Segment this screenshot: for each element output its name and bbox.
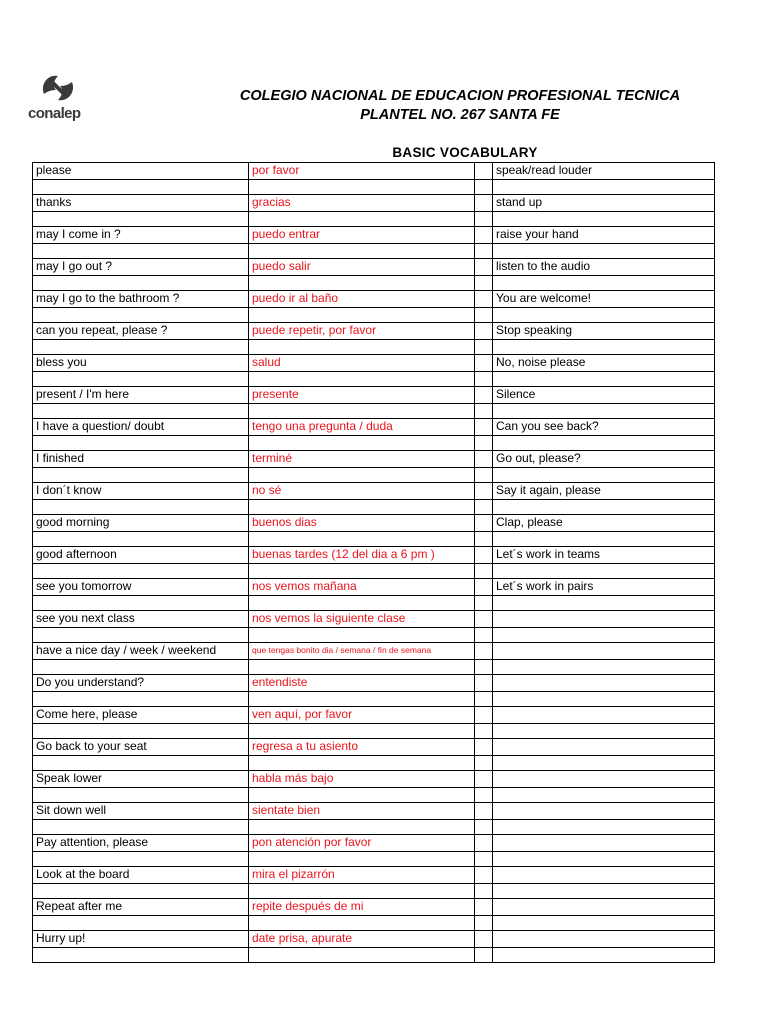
blank-cell xyxy=(475,276,493,291)
spanish-translation: presente xyxy=(249,387,475,404)
blank-cell xyxy=(493,756,715,771)
blank-cell xyxy=(493,212,715,227)
campus-title: PLANTEL NO. 267 SANTA FE xyxy=(360,107,560,123)
spacer-row xyxy=(33,852,715,867)
spacer-row xyxy=(33,724,715,739)
blank-cell xyxy=(33,916,249,931)
classroom-phrase: speak/read louder xyxy=(493,163,715,180)
blank-cell xyxy=(249,724,475,739)
spacer-row xyxy=(33,692,715,707)
english-phrase: Sit down well xyxy=(33,803,249,820)
spanish-translation: date prisa, apurate xyxy=(249,931,475,948)
classroom-phrase: raise your hand xyxy=(493,227,715,244)
blank-cell xyxy=(475,916,493,931)
blank-cell xyxy=(475,628,493,643)
classroom-phrase: Clap, please xyxy=(493,515,715,532)
blank-cell xyxy=(475,564,493,579)
blank-cell xyxy=(493,340,715,355)
table-row xyxy=(33,931,715,948)
blank-cell xyxy=(475,180,493,195)
spacer-row xyxy=(33,276,715,291)
blank-cell xyxy=(493,372,715,387)
spanish-translation: tengo una pregunta / duda xyxy=(249,419,475,436)
spanish-translation: regresa a tu asiento xyxy=(249,739,475,756)
blank-cell xyxy=(493,820,715,835)
blank-cell xyxy=(475,323,493,340)
english-phrase: can you repeat, please ? xyxy=(33,323,249,340)
table-row xyxy=(33,579,715,596)
blank-cell xyxy=(249,372,475,387)
english-phrase: Speak lower xyxy=(33,771,249,788)
blank-cell xyxy=(475,436,493,451)
spacer-row xyxy=(33,564,715,579)
blank-cell xyxy=(475,579,493,596)
blank-cell xyxy=(33,788,249,803)
spanish-translation: que tengas bonito dia / semana / fin de semana xyxy=(249,643,475,660)
blank-cell xyxy=(249,916,475,931)
blank-cell xyxy=(475,404,493,419)
spanish-translation: pon atención por favor xyxy=(249,835,475,852)
english-phrase: thanks xyxy=(33,195,249,212)
table-row xyxy=(33,227,715,244)
table-row xyxy=(33,611,715,628)
blank-cell xyxy=(33,404,249,419)
blank-cell xyxy=(493,532,715,547)
table-row xyxy=(33,675,715,692)
classroom-phrase xyxy=(493,739,715,756)
blank-cell xyxy=(33,180,249,195)
blank-cell xyxy=(475,884,493,899)
table-row xyxy=(33,163,715,180)
classroom-phrase xyxy=(493,931,715,948)
blank-cell xyxy=(249,500,475,515)
english-phrase: good afternoon xyxy=(33,547,249,564)
spacer-row xyxy=(33,788,715,803)
spanish-translation: puede repetir, por favor xyxy=(249,323,475,340)
classroom-phrase: You are welcome! xyxy=(493,291,715,308)
blank-cell xyxy=(475,867,493,884)
spacer-row xyxy=(33,404,715,419)
spanish-translation: nos vemos la siguiente clase xyxy=(249,611,475,628)
conalep-logo xyxy=(28,72,88,128)
classroom-phrase: Let´s work in pairs xyxy=(493,579,715,596)
blank-cell xyxy=(475,788,493,803)
spacer-row xyxy=(33,436,715,451)
blank-cell xyxy=(33,436,249,451)
blank-cell xyxy=(475,611,493,628)
blank-cell xyxy=(493,436,715,451)
blank-cell xyxy=(493,244,715,259)
table-row xyxy=(33,515,715,532)
blank-cell xyxy=(475,372,493,387)
table-row xyxy=(33,419,715,436)
classroom-phrase: Go out, please? xyxy=(493,451,715,468)
blank-cell xyxy=(475,596,493,611)
classroom-phrase: Stop speaking xyxy=(493,323,715,340)
blank-cell xyxy=(249,180,475,195)
blank-cell xyxy=(475,227,493,244)
blank-cell xyxy=(33,212,249,227)
blank-cell xyxy=(249,468,475,483)
spacer-row xyxy=(33,372,715,387)
blank-cell xyxy=(493,500,715,515)
classroom-phrase xyxy=(493,675,715,692)
english-phrase: Hurry up! xyxy=(33,931,249,948)
table-row xyxy=(33,867,715,884)
institution-title: COLEGIO NACIONAL DE EDUCACION PROFESIONAL TECNICA xyxy=(239,88,681,104)
blank-cell xyxy=(33,820,249,835)
blank-cell xyxy=(249,596,475,611)
spanish-translation: repite después de mi xyxy=(249,899,475,916)
classroom-phrase xyxy=(493,803,715,820)
table-row xyxy=(33,451,715,468)
spacer-row xyxy=(33,916,715,931)
blank-cell xyxy=(493,564,715,579)
table-row xyxy=(33,195,715,212)
blank-cell xyxy=(33,500,249,515)
blank-cell xyxy=(475,803,493,820)
spanish-translation: buenos dias xyxy=(249,515,475,532)
blank-cell xyxy=(33,308,249,323)
spacer-row xyxy=(33,756,715,771)
blank-cell xyxy=(249,276,475,291)
blank-cell xyxy=(475,340,493,355)
blank-cell xyxy=(33,948,249,963)
spanish-translation: nos vemos mañana xyxy=(249,579,475,596)
blank-cell xyxy=(493,852,715,867)
blank-cell xyxy=(475,355,493,372)
classroom-phrase xyxy=(493,867,715,884)
blank-cell xyxy=(33,884,249,899)
english-phrase: have a nice day / week / weekend xyxy=(33,643,249,660)
blank-cell xyxy=(249,852,475,867)
english-phrase: I finished xyxy=(33,451,249,468)
blank-cell xyxy=(475,547,493,564)
blank-cell xyxy=(475,387,493,404)
spacer-row xyxy=(33,596,715,611)
spanish-translation: ven aquí, por favor xyxy=(249,707,475,724)
blank-cell xyxy=(493,884,715,899)
english-phrase: Repeat after me xyxy=(33,899,249,916)
english-phrase: Come here, please xyxy=(33,707,249,724)
blank-cell xyxy=(33,852,249,867)
blank-cell xyxy=(249,660,475,675)
spanish-translation: puedo ir al baño xyxy=(249,291,475,308)
table-row xyxy=(33,707,715,724)
blank-cell xyxy=(249,756,475,771)
blank-cell xyxy=(33,340,249,355)
blank-cell xyxy=(475,532,493,547)
blank-cell xyxy=(249,244,475,259)
blank-cell xyxy=(475,852,493,867)
blank-cell xyxy=(493,308,715,323)
blank-cell xyxy=(493,180,715,195)
blank-cell xyxy=(493,596,715,611)
blank-cell xyxy=(475,948,493,963)
blank-cell xyxy=(33,692,249,707)
classroom-phrase: stand up xyxy=(493,195,715,212)
blank-cell xyxy=(33,724,249,739)
blank-cell xyxy=(493,276,715,291)
spacer-row xyxy=(33,308,715,323)
spacer-row xyxy=(33,340,715,355)
blank-cell xyxy=(249,628,475,643)
blank-cell xyxy=(475,899,493,916)
blank-cell xyxy=(33,468,249,483)
table-row xyxy=(33,835,715,852)
classroom-phrase xyxy=(493,611,715,628)
table-row xyxy=(33,643,715,660)
blank-cell xyxy=(33,628,249,643)
blank-cell xyxy=(475,451,493,468)
blank-cell xyxy=(475,675,493,692)
blank-cell xyxy=(475,707,493,724)
table-row xyxy=(33,291,715,308)
spanish-translation: terminé xyxy=(249,451,475,468)
classroom-phrase: Silence xyxy=(493,387,715,404)
blank-cell xyxy=(475,724,493,739)
blank-cell xyxy=(475,244,493,259)
blank-cell xyxy=(33,372,249,387)
logo-text: conalep xyxy=(28,105,81,122)
conalep-logo-icon xyxy=(38,72,78,104)
spanish-translation: salud xyxy=(249,355,475,372)
classroom-phrase xyxy=(493,643,715,660)
blank-cell xyxy=(33,532,249,547)
blank-cell xyxy=(33,660,249,675)
english-phrase: present / I'm here xyxy=(33,387,249,404)
english-phrase: Go back to your seat xyxy=(33,739,249,756)
blank-cell xyxy=(475,259,493,276)
table-row xyxy=(33,771,715,788)
classroom-phrase xyxy=(493,771,715,788)
spanish-translation: habla más bajo xyxy=(249,771,475,788)
blank-cell xyxy=(475,212,493,227)
blank-cell xyxy=(493,660,715,675)
spacer-row xyxy=(33,948,715,963)
spanish-translation: no sé xyxy=(249,483,475,500)
blank-cell xyxy=(493,404,715,419)
blank-cell xyxy=(475,820,493,835)
english-phrase: please xyxy=(33,163,249,180)
blank-cell xyxy=(475,291,493,308)
blank-cell xyxy=(249,404,475,419)
classroom-phrase xyxy=(493,835,715,852)
spacer-row xyxy=(33,212,715,227)
blank-cell xyxy=(475,739,493,756)
blank-cell xyxy=(33,756,249,771)
spanish-translation: puedo entrar xyxy=(249,227,475,244)
blank-cell xyxy=(493,468,715,483)
blank-cell xyxy=(493,916,715,931)
table-row xyxy=(33,739,715,756)
blank-cell xyxy=(249,788,475,803)
spacer-row xyxy=(33,532,715,547)
blank-cell xyxy=(475,195,493,212)
blank-cell xyxy=(475,660,493,675)
table-row xyxy=(33,547,715,564)
blank-cell xyxy=(475,483,493,500)
english-phrase: Do you understand? xyxy=(33,675,249,692)
spacer-row xyxy=(33,244,715,259)
blank-cell xyxy=(249,340,475,355)
blank-cell xyxy=(33,276,249,291)
spanish-translation: mira el pizarrón xyxy=(249,867,475,884)
blank-cell xyxy=(493,692,715,707)
table-row xyxy=(33,259,715,276)
blank-cell xyxy=(475,931,493,948)
classroom-phrase: Say it again, please xyxy=(493,483,715,500)
blank-cell xyxy=(475,835,493,852)
table-row xyxy=(33,483,715,500)
table-row xyxy=(33,803,715,820)
blank-cell xyxy=(249,564,475,579)
spanish-translation: buenas tardes (12 del dia a 6 pm ) xyxy=(249,547,475,564)
english-phrase: bless you xyxy=(33,355,249,372)
english-phrase: see you tomorrow xyxy=(33,579,249,596)
spacer-row xyxy=(33,500,715,515)
spacer-row xyxy=(33,820,715,835)
blank-cell xyxy=(249,532,475,547)
table-row xyxy=(33,899,715,916)
english-phrase: may I go to the bathroom ? xyxy=(33,291,249,308)
page-title: BASIC VOCABULARY xyxy=(392,145,538,160)
spanish-translation: puedo salir xyxy=(249,259,475,276)
blank-cell xyxy=(475,500,493,515)
blank-cell xyxy=(475,643,493,660)
spanish-translation: entendiste xyxy=(249,675,475,692)
english-phrase: see you next class xyxy=(33,611,249,628)
blank-cell xyxy=(493,724,715,739)
blank-cell xyxy=(475,308,493,323)
blank-cell xyxy=(493,628,715,643)
blank-cell xyxy=(475,419,493,436)
spacer-row xyxy=(33,884,715,899)
spacer-row xyxy=(33,180,715,195)
blank-cell xyxy=(33,244,249,259)
classroom-phrase: Let´s work in teams xyxy=(493,547,715,564)
blank-cell xyxy=(249,820,475,835)
english-phrase: Look at the board xyxy=(33,867,249,884)
classroom-phrase: Can you see back? xyxy=(493,419,715,436)
english-phrase: may I come in ? xyxy=(33,227,249,244)
classroom-phrase: No, noise please xyxy=(493,355,715,372)
table-row xyxy=(33,323,715,340)
classroom-phrase xyxy=(493,707,715,724)
blank-cell xyxy=(33,596,249,611)
classroom-phrase: listen to the audio xyxy=(493,259,715,276)
spanish-translation: gracias xyxy=(249,195,475,212)
blank-cell xyxy=(249,212,475,227)
blank-cell xyxy=(475,515,493,532)
english-phrase: may I go out ? xyxy=(33,259,249,276)
spanish-translation: por favor xyxy=(249,163,475,180)
blank-cell xyxy=(249,692,475,707)
table-row xyxy=(33,355,715,372)
blank-cell xyxy=(249,948,475,963)
spacer-row xyxy=(33,468,715,483)
english-phrase: I have a question/ doubt xyxy=(33,419,249,436)
vocabulary-table-body xyxy=(33,163,715,963)
blank-cell xyxy=(249,308,475,323)
english-phrase: Pay attention, please xyxy=(33,835,249,852)
classroom-phrase xyxy=(493,899,715,916)
blank-cell xyxy=(475,163,493,180)
blank-cell xyxy=(249,884,475,899)
blank-cell xyxy=(493,948,715,963)
blank-cell xyxy=(493,788,715,803)
blank-cell xyxy=(33,564,249,579)
blank-cell xyxy=(475,692,493,707)
spacer-row xyxy=(33,628,715,643)
spanish-translation: sientate bien xyxy=(249,803,475,820)
english-phrase: I don´t know xyxy=(33,483,249,500)
blank-cell xyxy=(475,468,493,483)
blank-cell xyxy=(475,771,493,788)
blank-cell xyxy=(249,436,475,451)
english-phrase: good morning xyxy=(33,515,249,532)
spacer-row xyxy=(33,660,715,675)
vocabulary-table xyxy=(32,162,715,963)
table-row xyxy=(33,387,715,404)
blank-cell xyxy=(475,756,493,771)
